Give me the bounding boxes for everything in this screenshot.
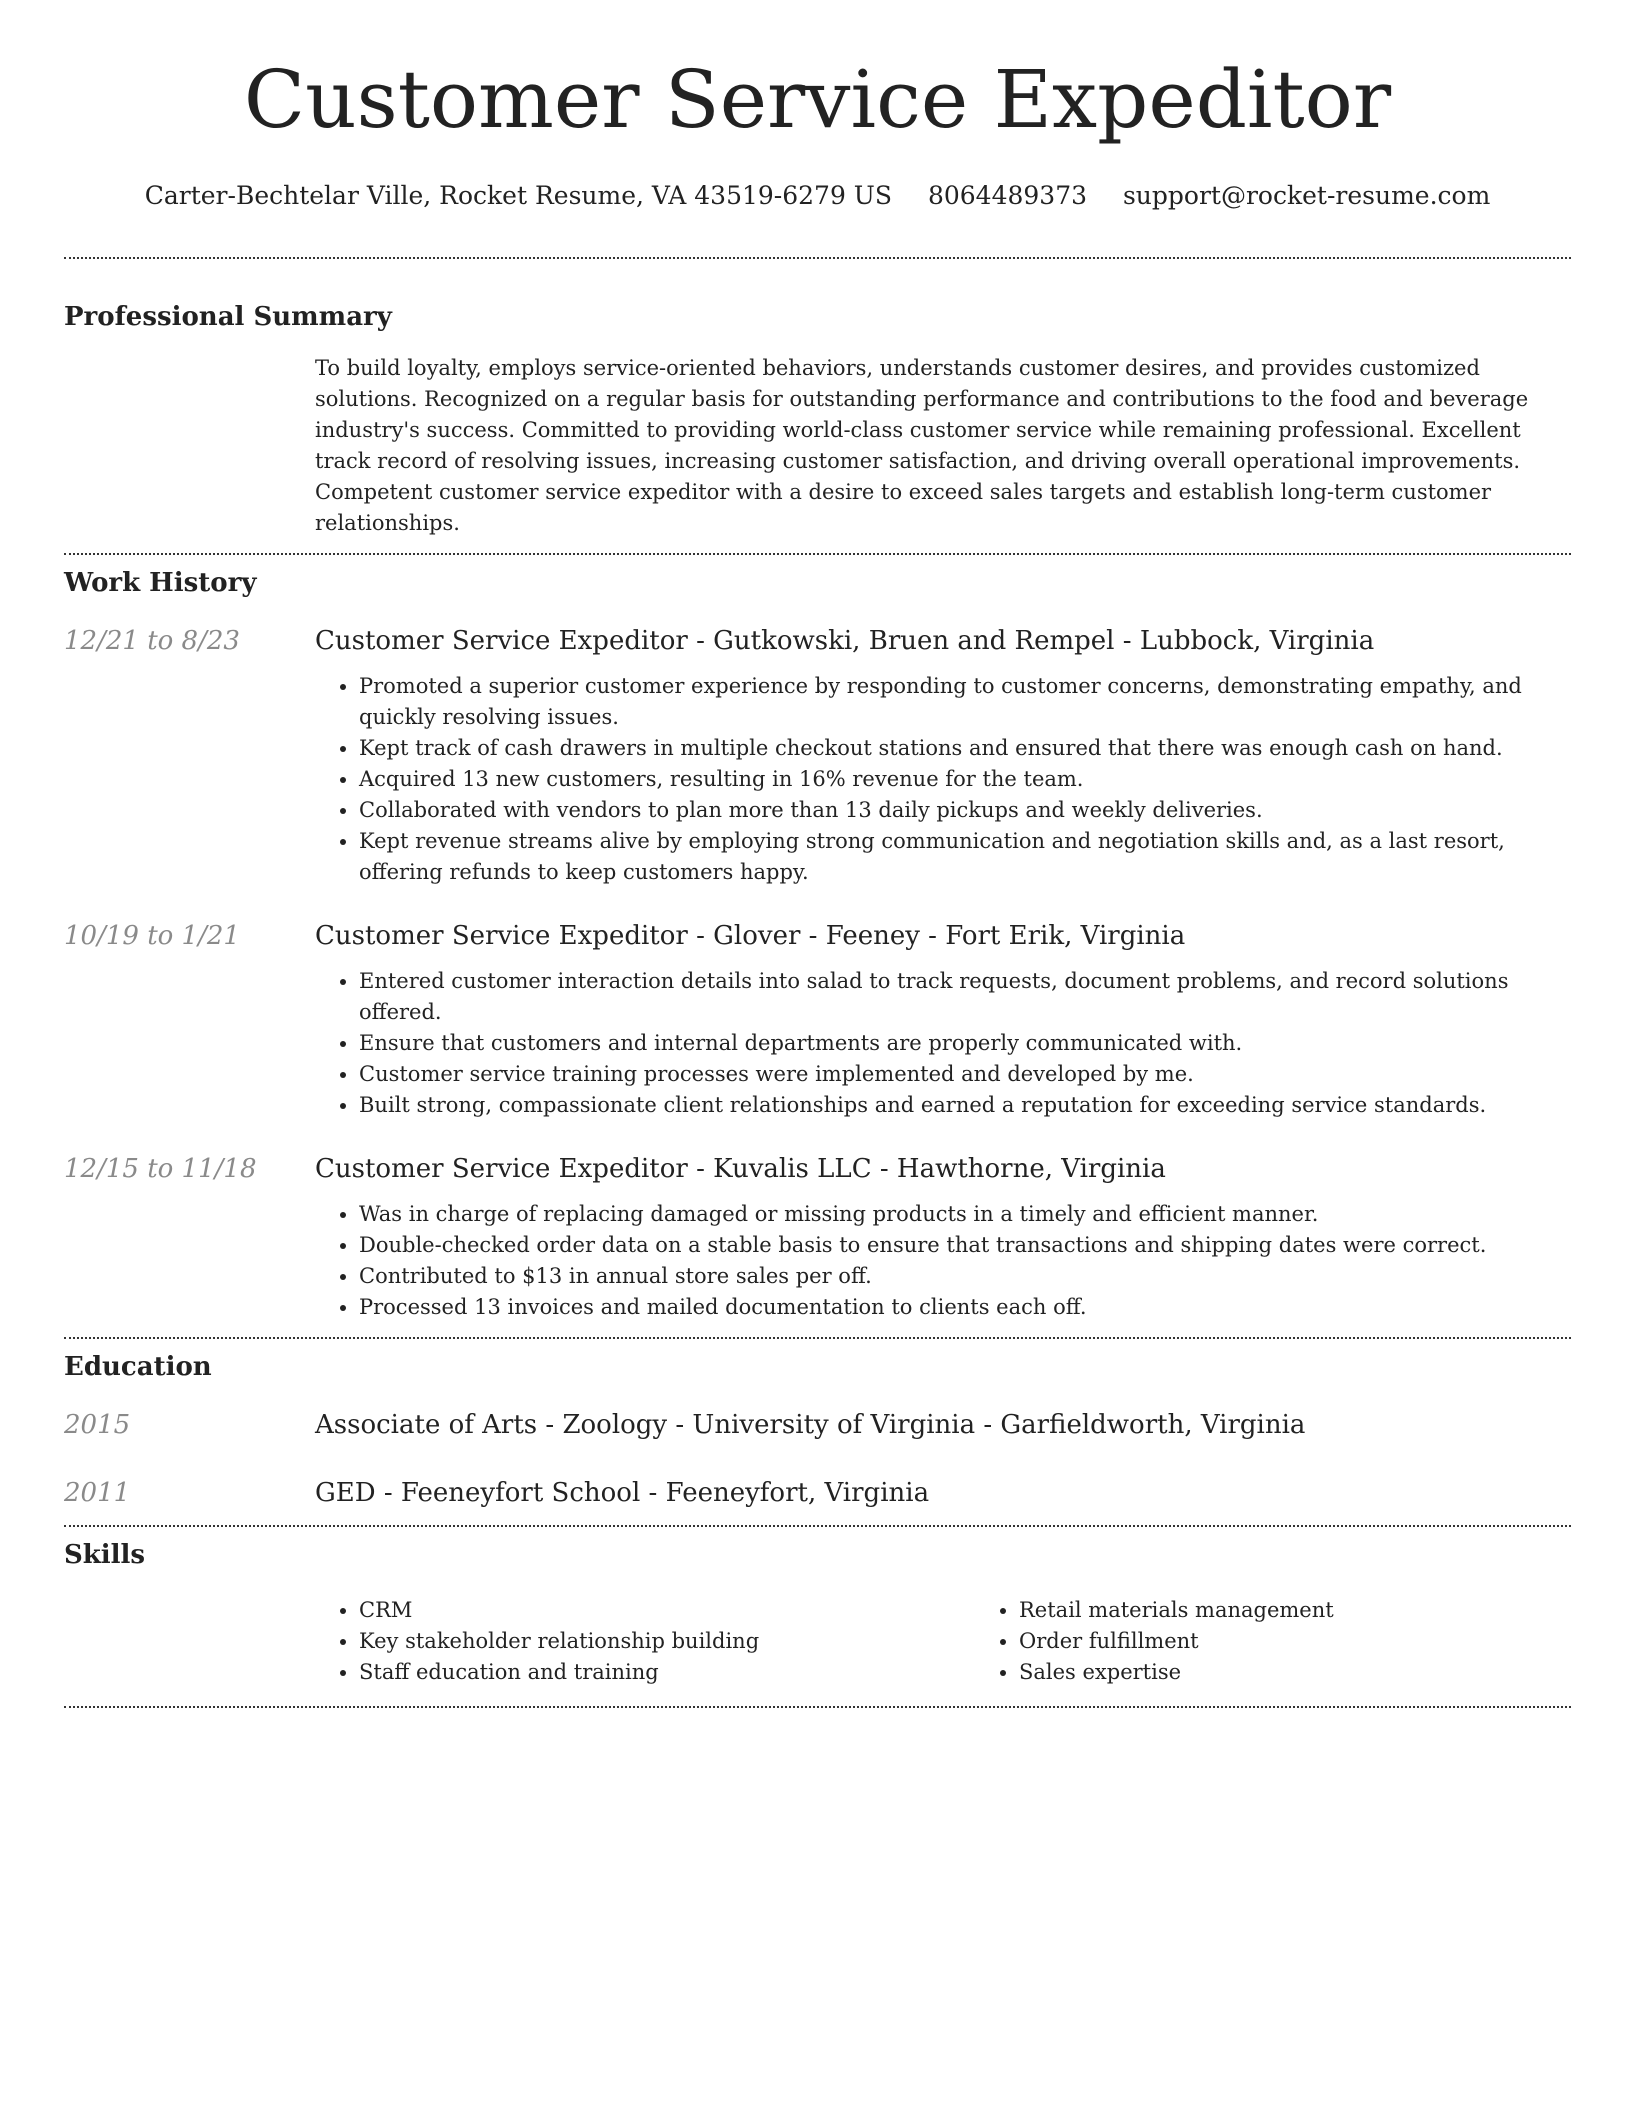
education-year: 2015 bbox=[64, 1410, 131, 1440]
skills-list-left bbox=[315, 1595, 975, 1688]
section-divider bbox=[64, 1706, 1571, 1708]
job-bullets bbox=[315, 966, 1571, 1121]
list-item: • Was in charge of replacing damaged or missing products in a timely and efficient manner. bbox=[359, 1199, 1571, 1230]
skill-item: • Order fulfillment bbox=[1019, 1626, 1632, 1657]
skill-item: • CRM bbox=[359, 1595, 975, 1626]
list-item: • Processed 13 invoices and mailed documentation to clients each off. bbox=[359, 1292, 1571, 1323]
resume-page bbox=[64, 0, 1571, 1708]
job-title: Customer Service Expeditor - Gutkowski, Bruen and Rempel - Lubbock, Virginia bbox=[315, 626, 1375, 656]
list-item: • Kept revenue streams alive by employing strong communication and negotiation skills and, as a last resort, offering refunds to keep customers happy. bbox=[359, 826, 1571, 888]
education-year: 2011 bbox=[64, 1478, 131, 1508]
candidate-name: Customer Service Expeditor bbox=[243, 53, 1392, 146]
contact-phone: 8064489373 bbox=[927, 181, 1088, 210]
skill-item: • Retail materials management bbox=[1019, 1595, 1632, 1626]
summary-heading: Professional Summary bbox=[64, 302, 392, 332]
job-bullets bbox=[315, 1199, 1571, 1323]
contact-line bbox=[64, 178, 1571, 214]
work-entry bbox=[64, 918, 1571, 1121]
skills-heading: Skills bbox=[64, 1540, 146, 1570]
job-title: Customer Service Expeditor - Kuvalis LLC - Hawthorne, Virginia bbox=[315, 1154, 1166, 1184]
skill-item: • Key stakeholder relationship building bbox=[359, 1626, 975, 1657]
list-item: • Collaborated with vendors to plan more than 13 daily pickups and weekly deliveries. bbox=[359, 795, 1571, 826]
job-bullets bbox=[315, 671, 1571, 888]
work-dates: 12/21 to 8/23 bbox=[64, 626, 240, 656]
skills-list-right bbox=[975, 1595, 1632, 1688]
education-degree: GED - Feeneyfort School - Feeneyfort, Virginia bbox=[315, 1478, 930, 1508]
education-heading: Education bbox=[64, 1352, 212, 1382]
list-item: • Kept track of cash drawers in multiple checkout stations and ensured that there was enough cash on hand. bbox=[359, 733, 1571, 764]
job-title: Customer Service Expeditor - Glover - Feeney - Fort Erik, Virginia bbox=[315, 921, 1186, 951]
work-dates: 10/19 to 1/21 bbox=[64, 921, 240, 951]
contact-email: support@rocket-resume.com bbox=[1122, 181, 1491, 210]
list-item: • Customer service training processes were implemented and developed by me. bbox=[359, 1059, 1571, 1090]
work-history-heading: Work History bbox=[64, 568, 257, 598]
list-item: • Ensure that customers and internal departments are properly communicated with. bbox=[359, 1028, 1571, 1059]
contact-address: Carter-Bechtelar Ville, Rocket Resume, VA 43519-6279 US bbox=[144, 181, 892, 210]
work-entry bbox=[64, 623, 1571, 888]
list-item: • Promoted a superior customer experience by responding to customer concerns, demonstrating empathy, and quickly resolving issues. bbox=[359, 671, 1571, 733]
list-item: • Double-checked order data on a stable basis to ensure that transactions and shipping dates were correct. bbox=[359, 1230, 1571, 1261]
education-degree: Associate of Arts - Zoology - University of Virginia - Garfieldworth, Virginia bbox=[315, 1410, 1306, 1440]
skills-row bbox=[64, 1595, 1571, 1688]
work-dates: 12/15 to 11/18 bbox=[64, 1154, 257, 1184]
education-entry bbox=[64, 1407, 1571, 1443]
work-entry bbox=[64, 1151, 1571, 1323]
list-item: • Entered customer interaction details into salad to track requests, document problems, and record solutions offered. bbox=[359, 966, 1571, 1028]
list-item: • Contributed to $13 in annual store sales per off. bbox=[359, 1261, 1571, 1292]
summary-text: To build loyalty, employs service-oriented behaviors, understands customer desires, and provides customized solutions. Recognized on a regular basis for outstanding performance and contributions to the food and beverage industry's success. Committed to providing world-class customer service while remaining professional. Excellent track record of resolving issues, increasing customer satisfaction, and driving overall operational improvements. Competent customer service expeditor with a desire to exceed sales targets and establish long-term customer relationships. bbox=[315, 356, 1529, 535]
skill-item: • Staff education and training bbox=[359, 1657, 975, 1688]
summary-row bbox=[64, 353, 1571, 539]
list-item: • Acquired 13 new customers, resulting in 16% revenue for the team. bbox=[359, 764, 1571, 795]
skill-item: • Sales expertise bbox=[1019, 1657, 1632, 1688]
education-entry bbox=[64, 1475, 1571, 1511]
list-item: • Built strong, compassionate client relationships and earned a reputation for exceeding service standards. bbox=[359, 1090, 1571, 1121]
